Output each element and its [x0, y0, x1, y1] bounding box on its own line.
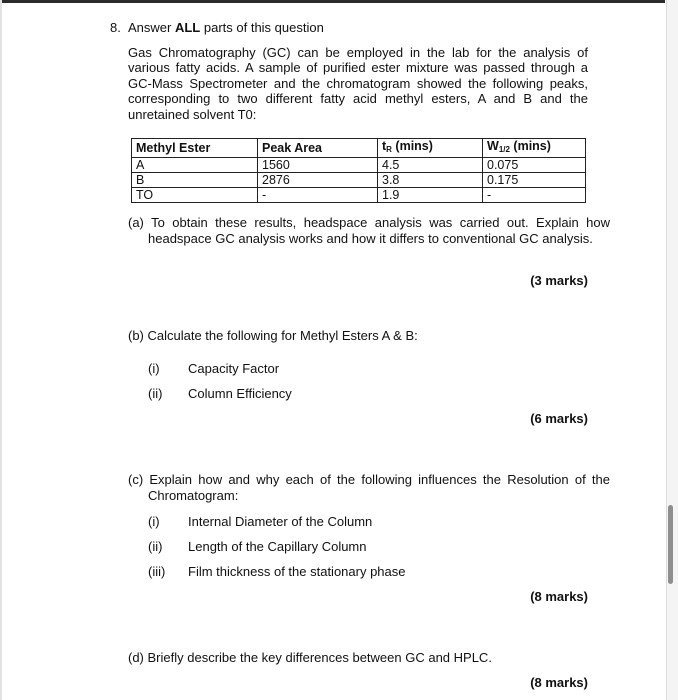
part-d-text: (d) Briefly describe the key differences between GC and HPLC.	[128, 650, 492, 665]
left-border	[0, 0, 2, 700]
part-b-item-text: Column Efficiency	[188, 386, 292, 401]
table-row	[132, 173, 586, 188]
part-c-item-number: (ii)	[148, 539, 163, 554]
question-intro: Gas Chromatography (GC) can be employed in the lab for the analysis of various fatty acids. A sample of purified ester mixture was passed through a GC-Mass Spectrometer and the chromatogram showed the following peaks, corresponding to two different fatty acid methyl esters, A and B and the unretained solvent T0:	[128, 45, 588, 122]
cell-retention: 4.5	[378, 158, 483, 173]
part-b-item-number: (i)	[148, 361, 160, 376]
heading-bold: ALL	[174, 20, 201, 35]
part-c-item-text: Length of the Capillary Column	[188, 539, 367, 554]
part-a-marks: (3 marks)	[530, 273, 588, 288]
table-row	[132, 158, 586, 173]
part-b-item-number: (ii)	[148, 386, 163, 401]
part-b-marks: (6 marks)	[530, 411, 588, 426]
peak-data-table	[131, 138, 586, 203]
cell-area: 1560	[258, 158, 378, 173]
cell-ester: TO	[132, 188, 258, 203]
question-number: 8.	[110, 20, 121, 35]
part-c-text: (c) Explain how and why each of the following influences the Resolution of the Chromatogram:	[128, 472, 610, 503]
header-retention-time: $t_R$ (mins)	[378, 139, 483, 158]
part-c-item-text: Internal Diameter of the Column	[188, 514, 373, 529]
header-half-width: $W_{1/2}$ (mins)	[483, 139, 586, 158]
question-heading	[128, 20, 324, 35]
table-row	[132, 188, 586, 203]
top-border	[0, 0, 665, 3]
cell-retention: 3.8	[378, 173, 483, 188]
cell-width: 0.175	[483, 173, 586, 188]
cell-width: 0.075	[483, 158, 586, 173]
scrollbar-track[interactable]	[666, 0, 678, 700]
part-c-item-text: Film thickness of the stationary phase	[188, 564, 406, 579]
cell-area: -	[258, 188, 378, 203]
heading-prefix: Answer	[128, 20, 175, 35]
cell-ester: A	[132, 158, 258, 173]
part-c-item-number: (i)	[148, 514, 160, 529]
part-c-item-number: (iii)	[148, 564, 166, 579]
part-d-marks: (8 marks)	[530, 675, 588, 690]
part-b-text: (b) Calculate the following for Methyl Esters A & B:	[128, 328, 418, 343]
part-c-marks: (8 marks)	[530, 589, 588, 604]
part-a-text: (a) To obtain these results, headspace analysis was carried out. Explain how headspace GC analysis works and how it differs to conventional GC analysis.	[128, 215, 610, 246]
cell-area: 2876	[258, 173, 378, 188]
table-header-row	[132, 139, 586, 158]
cell-retention: 1.9	[378, 188, 483, 203]
cell-width: -	[483, 188, 586, 203]
scrollbar-thumb[interactable]	[668, 505, 673, 584]
part-b-item-text: Capacity Factor	[188, 361, 280, 376]
cell-ester: B	[132, 173, 258, 188]
heading-suffix: parts of this question	[200, 20, 324, 35]
header-methyl-ester: Methyl Ester	[132, 139, 258, 158]
header-peak-area: Peak Area	[258, 139, 378, 158]
